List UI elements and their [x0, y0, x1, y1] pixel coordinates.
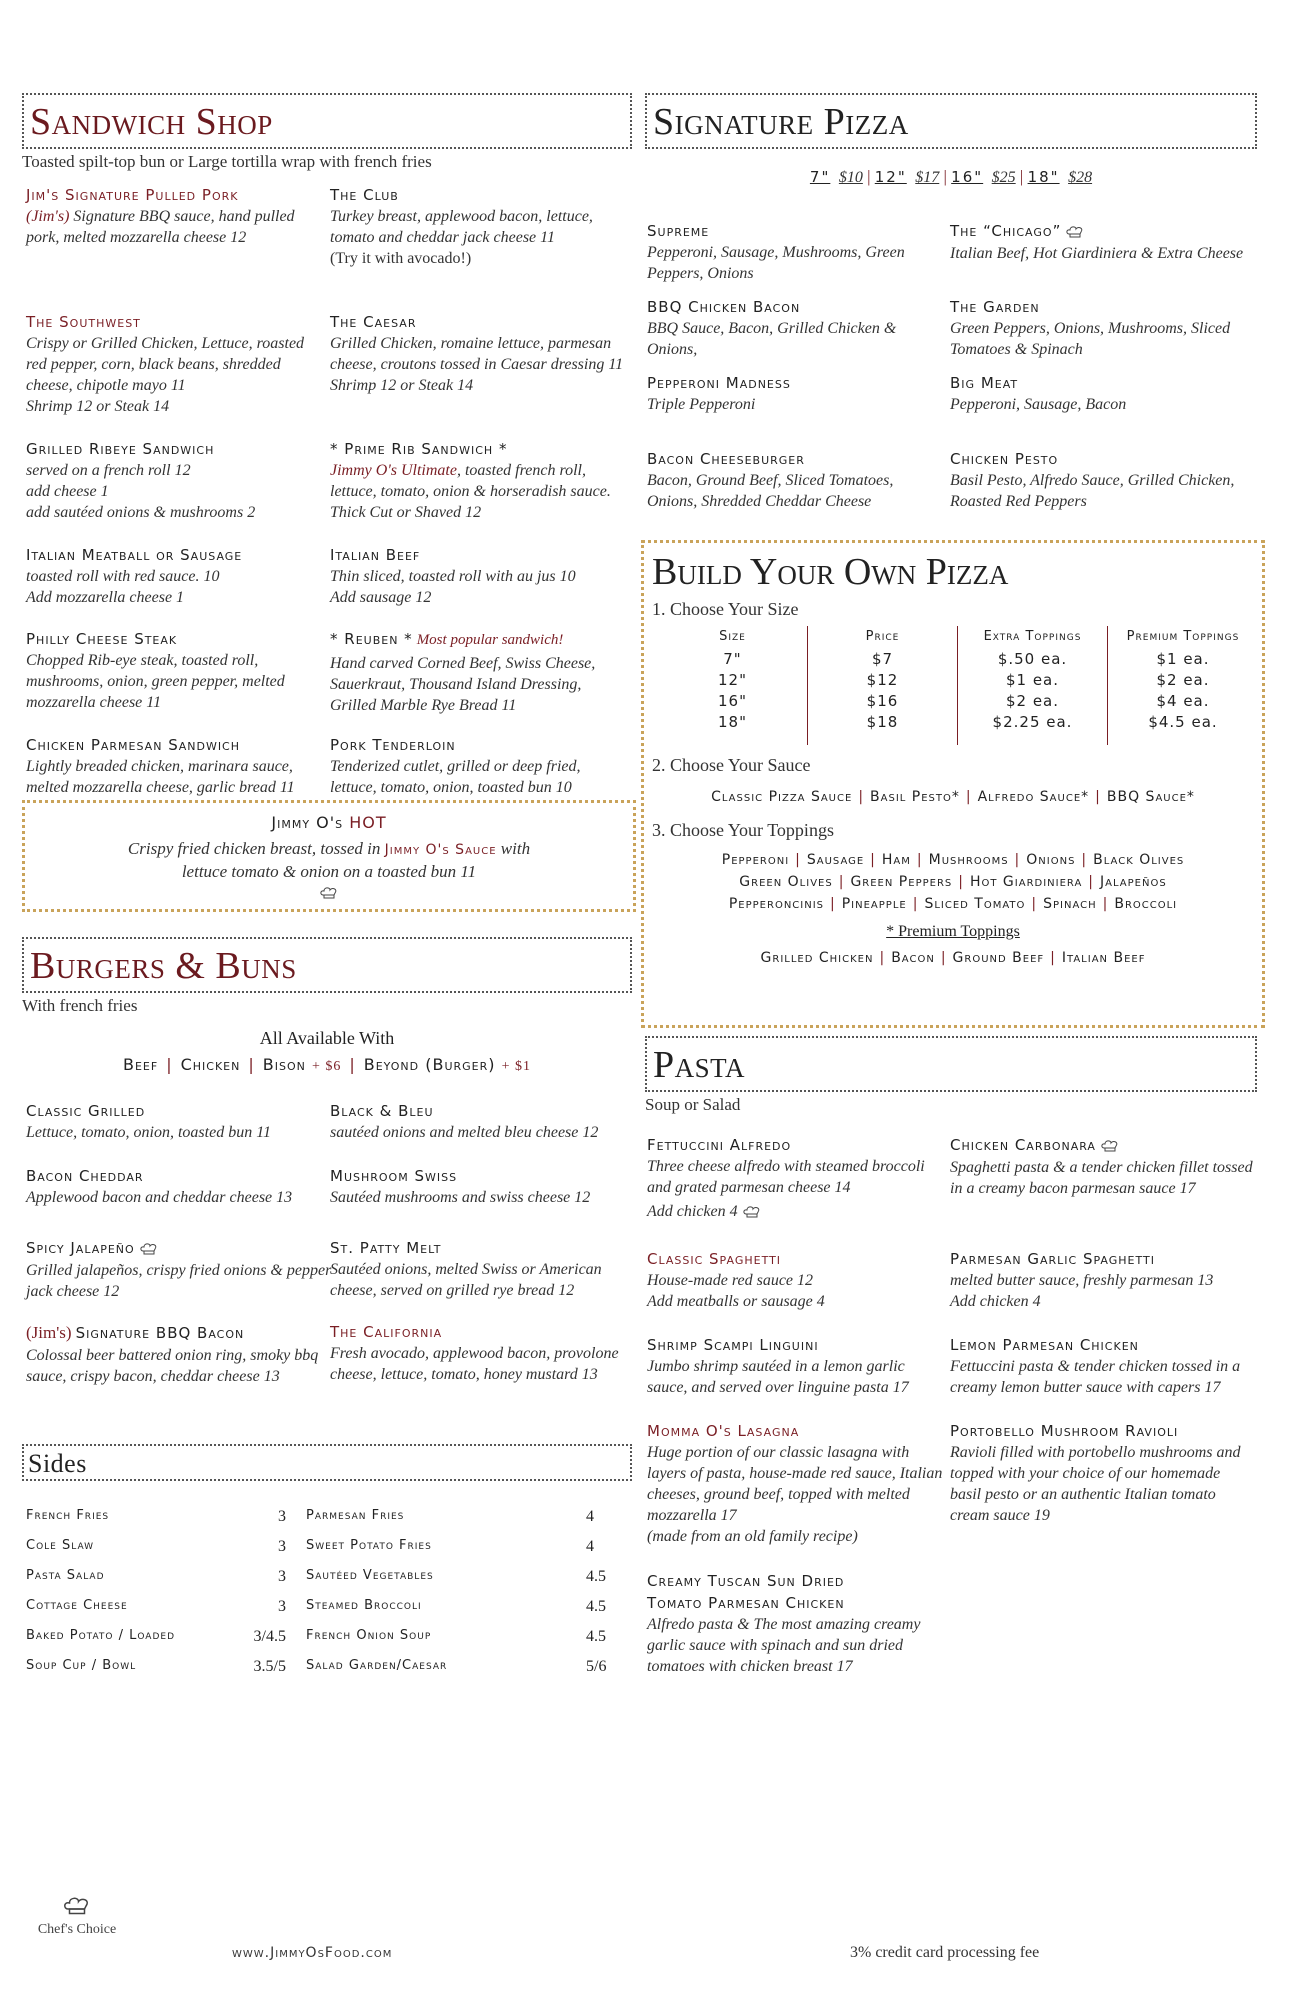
- item-desc: BBQ Sauce, Bacon, Grilled Chicken & Onions,: [647, 320, 897, 358]
- item-desc: Ravioli filled with portobello mushrooms and topped with your choice of our homemade basil pesto or an authentic Italian tomato cream sauce 19: [950, 1444, 1241, 1524]
- item-extra: Shrimp 12 or Steak 14: [26, 398, 170, 415]
- side-name: French Onion Soup: [306, 1628, 432, 1643]
- item-desc: Three cheese alfredo with steamed broccoli and grated parmesan cheese 14: [647, 1158, 925, 1196]
- menu-item: [647, 1572, 947, 1677]
- item-name: Italian Beef: [330, 546, 421, 564]
- menu-item: [330, 546, 630, 608]
- menu-item: [26, 186, 326, 291]
- side-price: 5/6: [586, 1658, 607, 1675]
- item-tag: Most popular sandwich!: [416, 632, 564, 648]
- burgers-subtitle: With french fries: [22, 995, 138, 1015]
- hot-desc-line2: lettuce tomato & onion on a toasted bun 11: [181, 862, 477, 881]
- item-name: Italian Meatball or Sausage: [26, 546, 243, 564]
- item-desc: melted butter sauce, freshly parmesan 13: [950, 1272, 1214, 1289]
- menu-item: [330, 186, 630, 291]
- menu-item: [330, 630, 630, 714]
- menu-item: [647, 1136, 947, 1228]
- item-desc: Lettuce, tomato, onion, toasted bun 11: [26, 1124, 272, 1141]
- sandwich-section: [22, 93, 632, 172]
- menu-item: [330, 440, 630, 524]
- side-price: 3: [278, 1568, 286, 1585]
- side-name: Soup Cup / Bowl: [26, 1658, 137, 1673]
- side-name: Steamed Broccoli: [306, 1598, 422, 1613]
- item-name: Signature BBQ Bacon: [75, 1324, 245, 1342]
- menu-item: [647, 450, 947, 512]
- item-desc: Basil Pesto, Alfredo Sauce, Grilled Chicken, Roasted Red Peppers: [950, 472, 1235, 510]
- item-name: Pork Tenderloin: [330, 736, 456, 754]
- menu-item: [330, 313, 630, 418]
- item-name: Bacon Cheeseburger: [647, 450, 805, 468]
- item-name: Classic Grilled: [26, 1102, 146, 1120]
- side-price: 4.5: [586, 1598, 606, 1615]
- item-name: Shrimp Scampi Linguini: [647, 1336, 819, 1354]
- item-desc: Grilled jalapeños, crispy fried onions & pepper jack cheese 12: [26, 1262, 332, 1300]
- pizza-size-prices: 7" $10 | 12" $17 | 16" $25 | 18" $28: [809, 167, 1093, 186]
- side-name: French Fries: [26, 1508, 110, 1523]
- item-desc: Applewood bacon and cheddar cheese 13: [26, 1189, 293, 1206]
- column-header: Price: [865, 628, 900, 644]
- topping-options: Pepperoni | Sausage | Ham | Mushrooms | Onions | Black Olives Green Olives | Green Peppers | Hot Giardiniera | Jalapeños Pepperoncinis | Pineapple | Sliced Tomato | Spinach | Broccoli: [721, 851, 1185, 912]
- item-desc: Sautéed mushrooms and swiss cheese 12: [330, 1189, 591, 1206]
- menu-item: [647, 1422, 947, 1550]
- pizza-section: [645, 93, 1257, 149]
- item-name: Black & Bleu: [330, 1102, 434, 1120]
- hot-sauce: Jimmy O's Sauce: [384, 842, 497, 858]
- item-name: St. Patty Melt: [330, 1239, 442, 1257]
- item-desc: Pepperoni, Sausage, Bacon: [950, 396, 1127, 413]
- menu-item: [950, 1336, 1255, 1400]
- pizza-size: 18": [1027, 168, 1060, 186]
- side-name: Sweet Potato Fries: [306, 1538, 432, 1553]
- sauce-option: Alfredo Sauce*: [977, 788, 1090, 805]
- cell: $2 ea.: [1005, 691, 1060, 710]
- chef-hat-icon: [139, 1242, 159, 1256]
- menu-item: [330, 1323, 630, 1385]
- topping-option: Onions: [1026, 851, 1076, 868]
- pizza-price: $10: [838, 169, 863, 186]
- item-desc: Lightly breaded chicken, marinara sauce, melted mozzarella cheese, garlic bread 11: [26, 758, 295, 796]
- byo-step-toppings: 3. Choose Your Toppings: [652, 819, 834, 840]
- chef-hat-icon: [319, 886, 339, 900]
- cell: 18": [718, 712, 747, 731]
- pasta-title: Pasta: [645, 1036, 1257, 1092]
- item-desc: Colossal beer battered onion ring, smoky bbq sauce, crispy bacon, cheddar cheese 13: [26, 1347, 319, 1385]
- item-name: * Reuben *: [330, 630, 413, 648]
- menu-item: [950, 374, 1255, 428]
- item-name: The California: [330, 1323, 443, 1341]
- side-price: 3: [278, 1598, 286, 1615]
- cell: $.50 ea.: [997, 649, 1068, 668]
- sandwich-items-left: [26, 186, 326, 820]
- premium-option: Italian Beef: [1061, 949, 1146, 966]
- item-desc: Crispy or Grilled Chicken, Lettuce, roasted red pepper, corn, black beans, shredded cheese, chipotle mayo 11: [26, 335, 305, 394]
- item-desc: Italian Beef, Hot Giardiniera & Extra Cheese: [950, 245, 1244, 262]
- menu-item: [647, 222, 947, 282]
- item-desc: Spaghetti pasta & a tender chicken fillet tossed in a creamy bacon parmesan sauce 17: [950, 1159, 1253, 1197]
- side-price: 3: [278, 1508, 286, 1525]
- item-prefix: Jimmy O's Ultimate: [330, 462, 457, 479]
- item-name: The Garden: [950, 298, 1040, 316]
- chef-hat-icon: [1065, 225, 1085, 239]
- item-name: Grilled Ribeye Sandwich: [26, 440, 215, 458]
- cell: $7: [871, 649, 894, 668]
- menu-item: [950, 298, 1255, 358]
- beyond-upcharge: + $1: [501, 1059, 531, 1074]
- menu-item: [26, 1323, 336, 1387]
- burgers-items-right: [330, 1102, 630, 1407]
- topping-option: Mushrooms: [928, 851, 1009, 868]
- item-extra: (Try it with avocado!): [330, 250, 472, 267]
- menu-item: [330, 736, 630, 798]
- cell: $4.5 ea.: [1148, 712, 1218, 731]
- burgers-title: Burgers & Buns: [22, 937, 632, 993]
- side-price: 3/4.5: [253, 1628, 286, 1645]
- pizza-size: 12": [874, 168, 907, 186]
- item-name: BBQ Chicken Bacon: [647, 298, 801, 316]
- item-name: Momma O's Lasagna: [647, 1422, 800, 1440]
- item-name: Jim's Signature Pulled Pork: [26, 186, 239, 204]
- premium-option: Ground Beef: [952, 949, 1045, 966]
- item-desc: Fresh avocado, applewood bacon, provolone cheese, lettuce, tomato, honey mustard 13: [330, 1345, 619, 1383]
- item-extra: Shrimp 12 or Steak 14: [330, 377, 474, 394]
- menu-item: [26, 630, 326, 714]
- topping-option: Broccoli: [1114, 895, 1178, 912]
- chef-hat-icon: [62, 1895, 92, 1917]
- cell: $12: [866, 670, 899, 689]
- item-desc: served on a french roll 12: [26, 462, 191, 479]
- side-name: Cole Slaw: [26, 1538, 95, 1553]
- burgers-items-left: [26, 1102, 336, 1409]
- chefs-choice-legend: [32, 1895, 122, 1938]
- premium-option: Grilled Chicken: [760, 949, 874, 966]
- menu-item: [647, 1336, 947, 1400]
- side-price: 4: [586, 1508, 594, 1525]
- topping-option: Ham: [881, 851, 911, 868]
- topping-option: Green Olives: [739, 873, 833, 890]
- item-desc: Tenderized cutlet, grilled or deep fried, lettuce, tomato, onion, toasted bun 10: [330, 758, 581, 796]
- size-column: [658, 626, 808, 745]
- item-extra: add sautéed onions & mushrooms 2: [26, 504, 256, 521]
- sandwich-items-right: [330, 186, 630, 820]
- item-desc: Pepperoni, Sausage, Mushrooms, Green Peppers, Onions: [647, 244, 905, 282]
- burgers-section: [22, 937, 632, 1016]
- item-name: Philly Cheese Steak: [26, 630, 178, 648]
- protein-option: Bison: [262, 1055, 306, 1074]
- pizza-size: 16": [951, 168, 984, 186]
- side-name: Parmesan Fries: [306, 1508, 405, 1523]
- sauce-option: Classic Pizza Sauce: [711, 788, 853, 805]
- menu-item: [950, 222, 1255, 276]
- burgers-proteins: All Available With Beef | Chicken | Bison + $6 | Beyond (Burger) + $1: [22, 1028, 632, 1075]
- item-desc: House-made red sauce 12: [647, 1272, 814, 1289]
- item-extra: Add chicken 4: [647, 1203, 738, 1220]
- topping-option: Sausage: [806, 851, 865, 868]
- item-desc: Fettuccini pasta & tender chicken tossed in a creamy lemon butter sauce with capers 17: [950, 1358, 1241, 1396]
- item-name: Creamy Tuscan Sun Dried: [647, 1572, 845, 1590]
- item-extra: add cheese 1: [26, 483, 109, 500]
- item-name: Bacon Cheddar: [26, 1167, 144, 1185]
- item-name: Pepperoni Madness: [647, 374, 791, 392]
- menu-item: [330, 1102, 630, 1145]
- chef-hat-icon: [1100, 1139, 1120, 1153]
- pizza-price: $28: [1068, 169, 1093, 186]
- item-desc: Hand carved Corned Beef, Swiss Cheese, Sauerkraut, Thousand Island Dressing, Grilled Marble Rye Bread 11: [330, 655, 596, 714]
- item-name: Supreme: [647, 222, 710, 240]
- item-extra: Add sausage 12: [330, 589, 432, 606]
- sauce-option: BBQ Sauce*: [1106, 788, 1195, 805]
- item-desc: Alfredo pasta & The most amazing creamy garlic sauce with spinach and sun dried tomatoes with chicken breast 17: [647, 1616, 921, 1675]
- item-name: The “Chicago”: [950, 222, 1062, 240]
- item-desc: , toasted french roll, lettuce, tomato, onion & horseradish sauce.: [330, 462, 611, 500]
- pasta-section: [645, 1036, 1257, 1115]
- item-desc: Thin sliced, toasted roll with au jus 10: [330, 568, 576, 585]
- menu-item: [950, 1136, 1255, 1228]
- item-name: The Club: [330, 186, 399, 204]
- item-name: Big Meat: [950, 374, 1019, 392]
- pasta-items-left: [647, 1136, 947, 1699]
- menu-item: [647, 298, 947, 358]
- pizza-price: $25: [991, 169, 1016, 186]
- side-price: 4.5: [586, 1568, 606, 1585]
- side-name: Baked Potato / Loaded: [26, 1628, 176, 1643]
- pizza-size: 7": [809, 168, 831, 186]
- sandwich-title: Sandwich Shop: [22, 93, 632, 149]
- item-extra: Add chicken 4: [950, 1293, 1041, 1310]
- menu-item: [950, 1250, 1255, 1314]
- item-name: * Prime Rib Sandwich *: [330, 440, 508, 458]
- sandwich-subtitle: Toasted spilt-top bun or Large tortilla wrap with french fries: [22, 151, 432, 171]
- item-name: Lemon Parmesan Chicken: [950, 1336, 1139, 1354]
- menu-item: [26, 313, 326, 418]
- protein-option: Beef: [122, 1055, 159, 1074]
- item-prefix: (Jim's): [26, 1323, 72, 1342]
- menu-item: [26, 1102, 336, 1145]
- cell: 12": [718, 670, 747, 689]
- topping-option: Spinach: [1043, 895, 1097, 912]
- website-link[interactable]: www.JimmyOsFood.com: [232, 1945, 393, 1961]
- item-desc: Signature BBQ sauce, hand pulled pork, melted mozzarella cheese 12: [26, 208, 295, 246]
- side-name: Salad Garden/Caesar: [306, 1658, 448, 1673]
- cell: $1 ea.: [1005, 670, 1060, 689]
- item-name: The Southwest: [26, 313, 141, 331]
- sauce-option: Basil Pesto*: [870, 788, 960, 805]
- column-header: Extra Toppings: [983, 628, 1082, 644]
- item-name-line2: Tomato Parmesan Chicken: [647, 1594, 845, 1612]
- menu-item: [950, 450, 1255, 512]
- menu-item: [330, 1167, 630, 1217]
- item-desc: Jumbo shrimp sautéed in a lemon garlic sauce, and served over linguine pasta 17: [647, 1358, 909, 1396]
- topping-option: Hot Giardiniera: [969, 873, 1083, 890]
- pasta-subtitle: Soup or Salad: [645, 1094, 741, 1114]
- available-with: All Available With: [259, 1028, 395, 1048]
- item-desc: Sautéed onions, melted Swiss or American cheese, served on grilled rye bread 12: [330, 1261, 602, 1299]
- item-name: Chicken Carbonara: [950, 1136, 1096, 1154]
- pizza-title: Signature Pizza: [645, 93, 1257, 149]
- item-name: Spicy Jalapeño: [26, 1239, 135, 1257]
- item-desc: Green Peppers, Onions, Mushrooms, Sliced Tomatoes & Spinach: [950, 320, 1231, 358]
- side-price: 3: [278, 1538, 286, 1555]
- cell: $1 ea.: [1156, 649, 1210, 668]
- topping-option: Sliced Tomato: [924, 895, 1026, 912]
- sides-list: [26, 1508, 626, 1676]
- item-desc: Chopped Rib-eye steak, toasted roll, mushrooms, onion, green pepper, melted mozzarella cheese 11: [26, 652, 285, 711]
- item-desc: Turkey breast, applewood bacon, lettuce, tomato and cheddar jack cheese 11: [330, 208, 593, 246]
- item-desc: Bacon, Ground Beef, Sliced Tomatoes, Onions, Shredded Cheddar Cheese: [647, 472, 894, 510]
- item-name: Parmesan Garlic Spaghetti: [950, 1250, 1155, 1268]
- item-desc: toasted roll with red sauce. 10: [26, 568, 220, 585]
- item-extra: Add mozzarella cheese 1: [26, 589, 185, 606]
- bison-upcharge: + $6: [311, 1059, 342, 1074]
- item-extra: (made from an old family recipe): [647, 1528, 858, 1545]
- cell: $18: [866, 712, 899, 731]
- premium-option: Bacon: [891, 949, 935, 966]
- menu-item: [26, 736, 326, 798]
- menu-item: [950, 1422, 1255, 1526]
- side-price: 4: [586, 1538, 594, 1555]
- sides-section: [22, 1444, 632, 1481]
- extra-toppings-column: [958, 626, 1108, 745]
- item-extra: Add meatballs or sausage 4: [647, 1293, 825, 1310]
- item-name: Mushroom Swiss: [330, 1167, 458, 1185]
- topping-option: Black Olives: [1093, 851, 1185, 868]
- hot-title-accent: HOT: [349, 813, 387, 832]
- byo-step-sauce: 2. Choose Your Sauce: [652, 754, 811, 775]
- byo-pizza-box: [641, 540, 1265, 1028]
- item-desc: Huge portion of our classic lasagna with layers of pasta, house-made red sauce, Italian cheeses, ground beef, topped with melted mozzarella 17: [647, 1444, 943, 1524]
- topping-option: Jalapeños: [1100, 873, 1167, 890]
- side-price: 4.5: [586, 1628, 606, 1645]
- item-name: Fettuccini Alfredo: [647, 1136, 792, 1154]
- topping-option: Pineapple: [841, 895, 907, 912]
- menu-item: [330, 1239, 630, 1301]
- side-name: Sautéed Vegetables: [306, 1568, 434, 1583]
- menu-item: [647, 374, 947, 428]
- hot-special-box: [22, 800, 636, 912]
- sauce-options: Classic Pizza Sauce | Basil Pesto* | Alfredo Sauce* | BBQ Sauce*: [711, 788, 1195, 805]
- protein-option: Beyond (Burger): [363, 1055, 496, 1074]
- topping-option: Pepperoni: [721, 851, 790, 868]
- cell: $2.25 ea.: [992, 712, 1073, 731]
- item-name: Chicken Pesto: [950, 450, 1059, 468]
- item-desc: Triple Pepperoni: [647, 396, 756, 413]
- chef-hat-icon: [742, 1205, 762, 1219]
- chefs-choice-label: Chef's Choice: [37, 1922, 117, 1937]
- item-name: The Caesar: [330, 313, 417, 331]
- side-name: Cottage Cheese: [26, 1598, 128, 1613]
- item-name: Chicken Parmesan Sandwich: [26, 736, 241, 754]
- topping-option: Pepperoncinis: [728, 895, 825, 912]
- byo-title: Build Your Own Pizza: [652, 551, 1009, 593]
- pizza-price: $17: [915, 169, 940, 186]
- cell: 7": [723, 649, 742, 668]
- price-column: [808, 626, 958, 745]
- item-desc: sautéed onions and melted bleu cheese 12: [330, 1124, 599, 1141]
- column-header: Premium Toppings: [1126, 628, 1240, 644]
- menu-item: [26, 546, 326, 608]
- side-price: 3.5/5: [253, 1658, 286, 1675]
- byo-size-table: [658, 626, 1256, 745]
- topping-option: Green Peppers: [850, 873, 953, 890]
- cell: $2 ea.: [1156, 670, 1210, 689]
- cell: 16": [718, 691, 747, 710]
- item-name: Portobello Mushroom Ravioli: [950, 1422, 1179, 1440]
- side-name: Pasta Salad: [26, 1568, 105, 1583]
- item-desc: Grilled Chicken, romaine lettuce, parmesan cheese, croutons tossed in Caesar dressing 11: [330, 335, 624, 373]
- cell: $4 ea.: [1156, 691, 1210, 710]
- column-header: Size: [719, 628, 746, 644]
- sides-title: Sides: [22, 1444, 632, 1481]
- pizza-items-left: [647, 222, 947, 534]
- premium-topping-options: Grilled Chicken | Bacon | Ground Beef | Italian Beef: [760, 949, 1146, 966]
- hot-desc: Crispy fried chicken breast, tossed in: [127, 839, 385, 858]
- menu-item: [26, 440, 326, 524]
- item-prefix: (Jim's): [26, 208, 70, 225]
- hot-title: Jimmy O's: [271, 813, 344, 832]
- hot-desc-end: with: [496, 839, 531, 858]
- menu-item: [26, 1239, 336, 1301]
- menu-item: [647, 1250, 947, 1314]
- card-fee-note: 3% credit card processing fee: [850, 1944, 1040, 1961]
- menu-item: [26, 1167, 336, 1217]
- pizza-items-right: [950, 222, 1255, 534]
- item-extra: Thick Cut or Shaved 12: [330, 504, 482, 521]
- item-name: Classic Spaghetti: [647, 1250, 782, 1268]
- pasta-items-right: [950, 1136, 1255, 1548]
- cell: $16: [866, 691, 899, 710]
- byo-step-size: 1. Choose Your Size: [652, 598, 799, 619]
- protein-option: Chicken: [180, 1055, 241, 1074]
- premium-toppings-label: * Premium Toppings: [886, 922, 1020, 940]
- premium-toppings-column: [1108, 626, 1258, 745]
